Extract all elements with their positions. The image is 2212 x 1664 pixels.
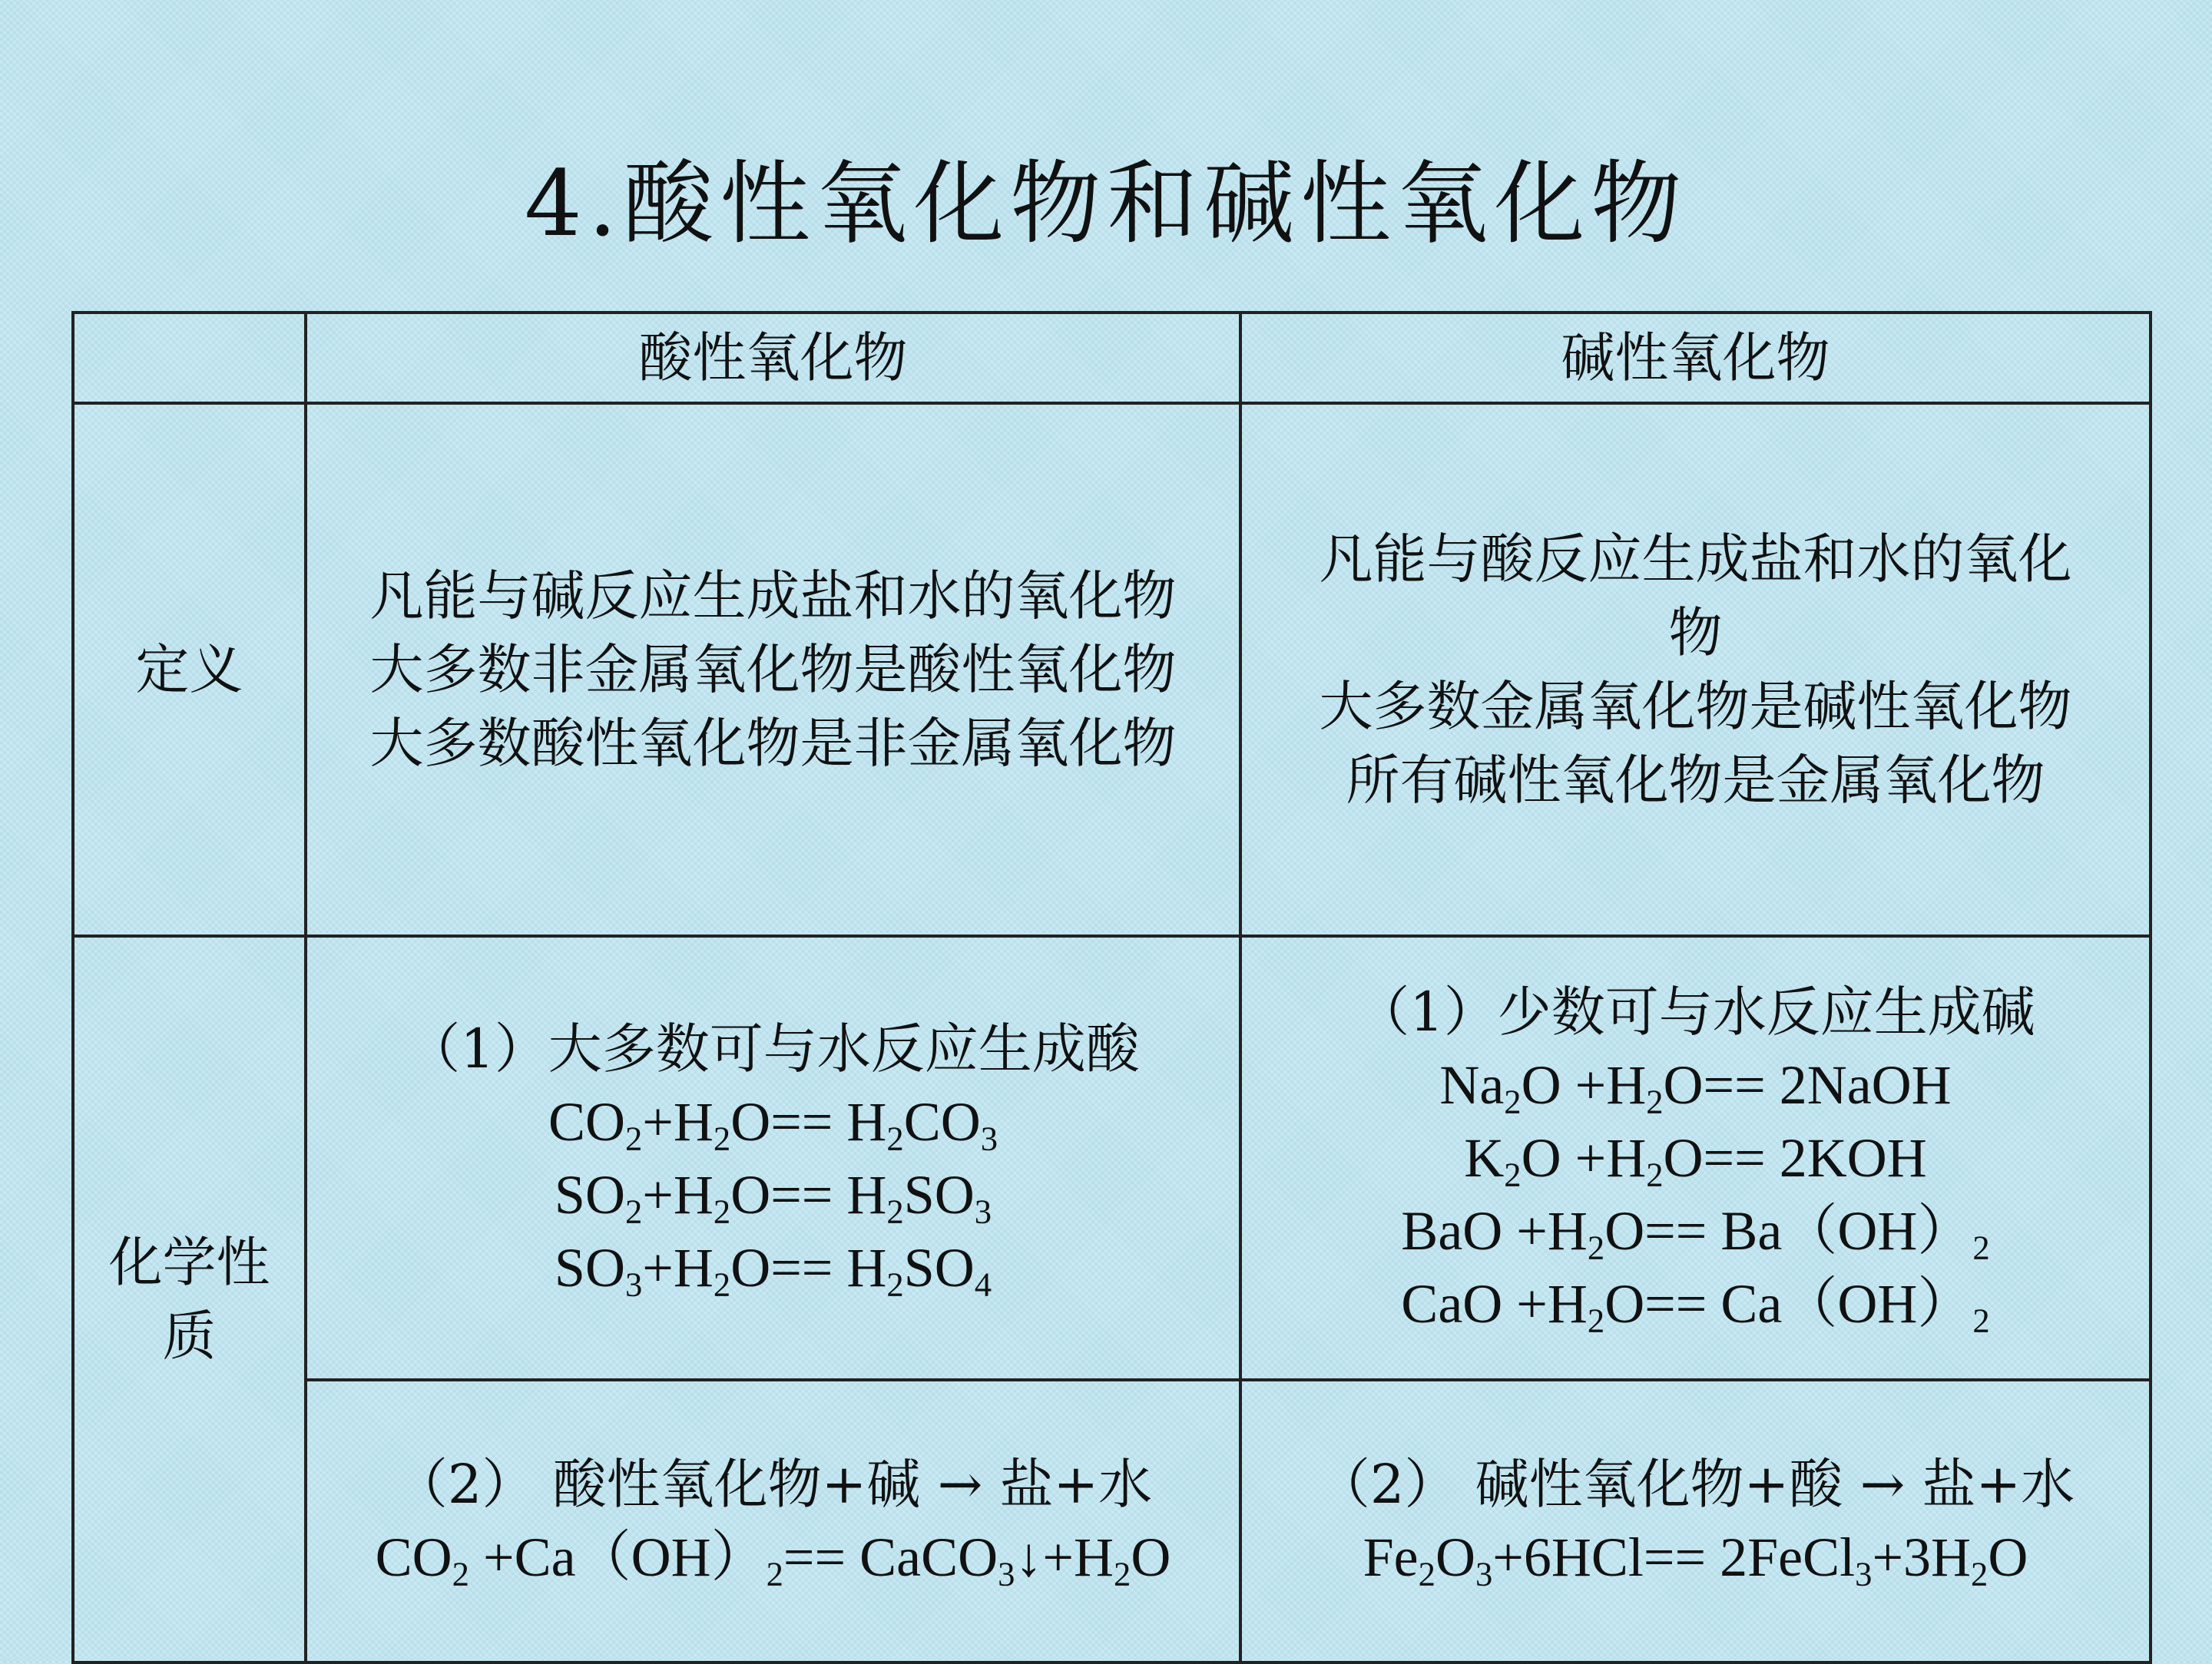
acidic-base-equation: $CO_2 +Ca(OH)_2==$ $CaCO_3↓+H_2O$ [375,1527,1171,1593]
header-blank-cell [73,313,306,403]
chemical-property-row-2 [73,1380,2151,1662]
header-basic-oxide: 碱性氧化物 [1240,313,2151,403]
definition-row [73,403,2151,936]
basic-definition-line: 物 [1668,601,1723,664]
basic-acid-heading: （2） 碱性氧化物+酸 → 盐+水 [1316,1453,2075,1516]
basic-equation: BaO $+H_2O== Ba(OH)_2$ [1401,1200,1990,1267]
basic-definition-line: 所有碱性氧化物是金属氧化物 [1346,749,2045,812]
acidic-definition-line: 凡能与碱反应生成盐和水的氧化物 [369,564,1177,627]
basic-acid-equation: $Fe_2O_3+6HCl==$ $2FeCl_3+3H_2O$ [1363,1527,2028,1593]
acidic-equation: $SO_2+H_2O== H_2SO_3$ [554,1163,992,1230]
acidic-water-heading: （1）大多数可与水反应生成酸 [406,1017,1140,1080]
basic-water-reaction-cell [1240,936,2151,1380]
basic-definition-line: 凡能与酸反应生成盐和水的氧化 [1319,528,2072,591]
acidic-definition-cell [306,403,1240,936]
basic-definition-line: 大多数金属氧化物是碱性氧化物 [1319,675,2072,738]
chemical-label-line: 质 [162,1305,217,1368]
acidic-equation: $SO_3+H_2O== H_2SO_4$ [554,1236,992,1303]
basic-equation: $Na_2O +H_2O==$ 2NaOH [1439,1054,1952,1121]
definition-label: 定义 [73,403,306,936]
basic-definition-cell [1240,403,2151,936]
chemical-property-label [73,936,306,1662]
basic-equation: CaO $+H_2O== Ca(OH)_2$ [1401,1273,1990,1340]
oxide-comparison-table [71,311,2152,1664]
acidic-definition-line: 大多数酸性氧化物是非金属氧化物 [369,712,1177,775]
acidic-equation: $CO_2+H_2O== H_2CO_3$ [548,1090,998,1157]
basic-equation: $K_2O +H_2O== 2KOH$ [1464,1127,1927,1194]
basic-water-heading: （1）少数可与水反应生成碱 [1356,981,2035,1044]
table-header-row [73,313,2151,403]
page-title: 4.酸性氧化物和碱性氧化物 [524,151,1688,256]
basic-acid-reaction-cell [1240,1380,2151,1662]
header-acidic-oxide: 酸性氧化物 [306,313,1240,403]
chemical-label-line: 化学性 [108,1231,270,1294]
acidic-base-reaction-cell [306,1380,1240,1662]
chemical-property-row-1 [73,936,2151,1380]
acidic-base-heading: （2） 酸性氧化物+碱 → 盐+水 [393,1453,1153,1516]
acidic-water-reaction-cell [306,936,1240,1380]
acidic-definition-line: 大多数非金属氧化物是酸性氧化物 [369,638,1177,701]
